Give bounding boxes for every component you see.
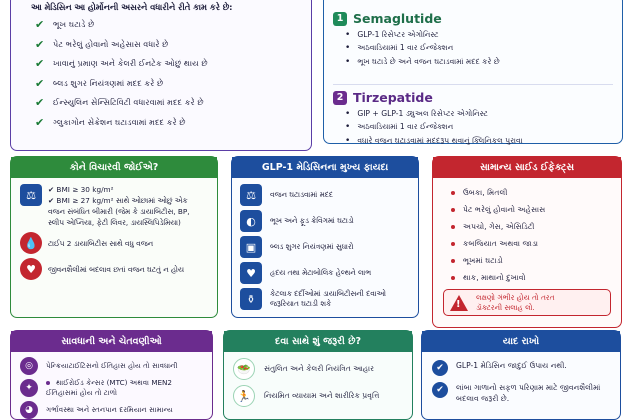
list-item: • GIP + GLP-1 ડ્યુઅલ રિસેપ્ટર એગોનિસ્ટ	[345, 107, 523, 121]
side-effects-title: સામાન્ય સાઈડ ઈફેક્ટ્સ	[433, 157, 621, 178]
scale-icon: ⚖	[240, 184, 262, 206]
list-item: થાક, માથાનો દુખાવો	[451, 269, 621, 286]
list-item: • અઠવાડિયામાં 1 વાર ઈન્જેક્શન	[345, 121, 523, 135]
list-item: ✔ ભૂખ ઘટાડે છે	[35, 18, 95, 32]
list-item: ✔ પેટ ભરેલું હોવાનો અહેસાસ વધારે છે	[35, 37, 169, 51]
caution-title: સાવધાની અને ચેતવણીઓ	[11, 331, 212, 352]
drug-name: Tirzepatide	[353, 90, 433, 105]
running-icon: 🏃	[233, 385, 255, 407]
mechanism-lead: આ મેડિસિન આ હોર્મોનની અસરને વધારીને રીતે કામ કરે છે:	[31, 2, 233, 12]
caution-card	[10, 330, 213, 420]
list-item: પેટ ભરેલું હોવાનો અહેસાસ	[451, 201, 621, 218]
list-item: • ભૂખ ઘટાડે છે અને વજન ઘટાડવામાં મદદ કરે છે	[345, 55, 500, 69]
list-item: 🥗 સંતુલિત અને કેલરી નિયંત્રિત આહાર	[233, 358, 406, 380]
checkmark-icon: ✔	[35, 96, 45, 110]
benefits-title: GLP-1 મેડિસિનના મુખ્ય ફાયદા	[232, 157, 418, 178]
drug-number-badge: 1	[333, 12, 347, 26]
checkmark-icon: ✔	[35, 57, 45, 71]
who-card	[10, 156, 218, 318]
list-item: 🏃 નિયમિત વ્યાયામ અને શારીરિક પ્રવૃત્તિ	[233, 385, 406, 407]
stomach-icon: ◐	[240, 210, 262, 232]
list-item: ✔ ગ્લુકાગોન સેક્રેશન ઘટાડવામાં મદદ કરે છે	[35, 115, 186, 129]
blood-drop-icon: 💧	[20, 232, 42, 254]
pregnancy-icon: ◕	[20, 401, 38, 419]
medicine-bottle-icon: ⚱	[240, 288, 262, 310]
salad-bowl-icon: 🥗	[233, 358, 255, 380]
list-item: ઉબકા, મિતલી	[451, 184, 621, 201]
warning-box: ! લક્ષણો ગંભીર હોય તો તરત ડૉક્ટરની સલાહ લો.	[443, 289, 611, 316]
benefits-card	[231, 156, 419, 318]
list-item: ભૂખમાં ઘટાડો	[451, 252, 621, 269]
list-item: ✦ થાઈરોઈડ કેન્સર (MTC) અથવા MEN2 ઈતિહાસમાં હોય તો ટાળો	[20, 378, 206, 398]
side-effects-card	[432, 156, 622, 328]
list-item: • GLP-1 રિસેપ્ટર એગોનિસ્ટ	[345, 28, 500, 42]
list-item: કબજિયાત અથવા જાડા	[451, 235, 621, 252]
list-item: ✔ ઈન્સ્યુલિન સેન્સિટિવિટી વધારવામાં મદદ કરે છે	[35, 96, 204, 110]
list-item: અપચો, ગેસ, એસિડિટી	[451, 218, 621, 235]
list-item: ✔ GLP-1 મેડિસિન જાદુઈ ઉપાય નથી.	[432, 360, 614, 376]
drug-semaglutide	[333, 11, 500, 69]
with-medicine-card	[223, 330, 413, 420]
check-circle-icon: ✔	[432, 360, 448, 376]
remember-title: યાદ રાખો	[422, 331, 620, 352]
list-item: ⚖ વજન ઘટાડવામાં મદદ	[240, 184, 412, 206]
list-item: • વધારે વજન ઘટાડવામાં મદદરૂપ થવાનું ક્લિનિકલ પુરાવા	[345, 134, 523, 148]
checkmark-icon: ✔	[35, 37, 45, 51]
checkmark-icon: ✔	[35, 115, 45, 129]
divider	[333, 84, 613, 85]
remember-card	[421, 330, 621, 420]
who-title: કોને વિચારવી જોઈએ?	[11, 157, 217, 178]
drug-name: Semaglutide	[353, 11, 442, 26]
with-medicine-title: દવા સાથે શું જરૂરી છે?	[224, 331, 412, 352]
heart-monitor-icon: ♥	[240, 262, 262, 284]
glucose-meter-icon: ▣	[240, 236, 262, 258]
mechanism-card	[10, 0, 312, 151]
list-item: ♥ જીવનશૈલીમાં બદલાવ છતાં વજન ઘટતું ન હોય	[20, 258, 211, 280]
list-item: ⚱ કેટલાક દર્દીઓમાં ડાયાબિટીસની દવાઓ જરૂરિયાત ઘટાડી શકે	[240, 288, 412, 310]
list-item: 💧 ટાઈપ 2 ડાયાબિટીસ સાથે વધુ વજન	[20, 232, 211, 254]
heart-pulse-icon: ♥	[20, 258, 42, 280]
checkmark-icon: ✔	[35, 76, 45, 90]
check-circle-icon: ✔	[432, 382, 448, 398]
list-item: ♥ હૃદય તથા મેટાબોલિક હેલ્થને લાભ	[240, 262, 412, 284]
list-item: ◕ ગર્ભાવસ્થા અને સ્તનપાન દરમિયાન સામાન્ય	[20, 401, 206, 419]
list-item: ◎ પેન્ક્રિયાટાઈટિસનો ઈતિહાસ હોય તો સાવધાની	[20, 357, 206, 375]
mechanism-list	[11, 15, 311, 132]
drug-tirzepatide	[333, 90, 523, 148]
warning-icon: !	[450, 295, 468, 311]
list-item: ⚖ ✔ BMI ≥ 30 kg/m² ✔ BMI ≥ 27 kg/m² સાથે ઓછામાં ઓછું એક વજન સંબંધિત બીમારી (જેમ કે ડાયાબિટીસ, BP, સ્લીપ એપ્નિયા, ફેટી લિવર, ડાયસ્લિપિડેમિયા)	[20, 184, 211, 228]
list-item: ▣ બ્લડ શુગર નિયંત્રણમાં સુધારો	[240, 236, 412, 258]
list-item: ◐ ભૂખ અને ફૂડ ક્રેવિંગમાં ઘટાડો	[240, 210, 412, 232]
thyroid-icon: ✦	[20, 379, 38, 397]
scale-icon: ⚖	[20, 184, 42, 206]
list-item: ✔ બ્લડ શુગર નિયંત્રણમાં મદદ કરે છે	[35, 76, 164, 90]
list-item: ✔ લાંબા ગાળાનો સફળ પરિણામ માટે જીવનશૈલીમાં બદલાવ જરૂરી છે.	[432, 382, 614, 404]
pancreas-icon: ◎	[20, 357, 38, 375]
list-item: ✔ ખાવાનું પ્રમાણ અને કેલરી ઈનટેક ઓછું થાય છે	[35, 57, 208, 71]
list-item: • અઠવાડિયામાં 1 વાર ઈન્જેક્શન	[345, 42, 500, 56]
checkmark-icon: ✔	[35, 18, 45, 32]
drugs-card	[323, 0, 623, 144]
drug-number-badge: 2	[333, 91, 347, 105]
